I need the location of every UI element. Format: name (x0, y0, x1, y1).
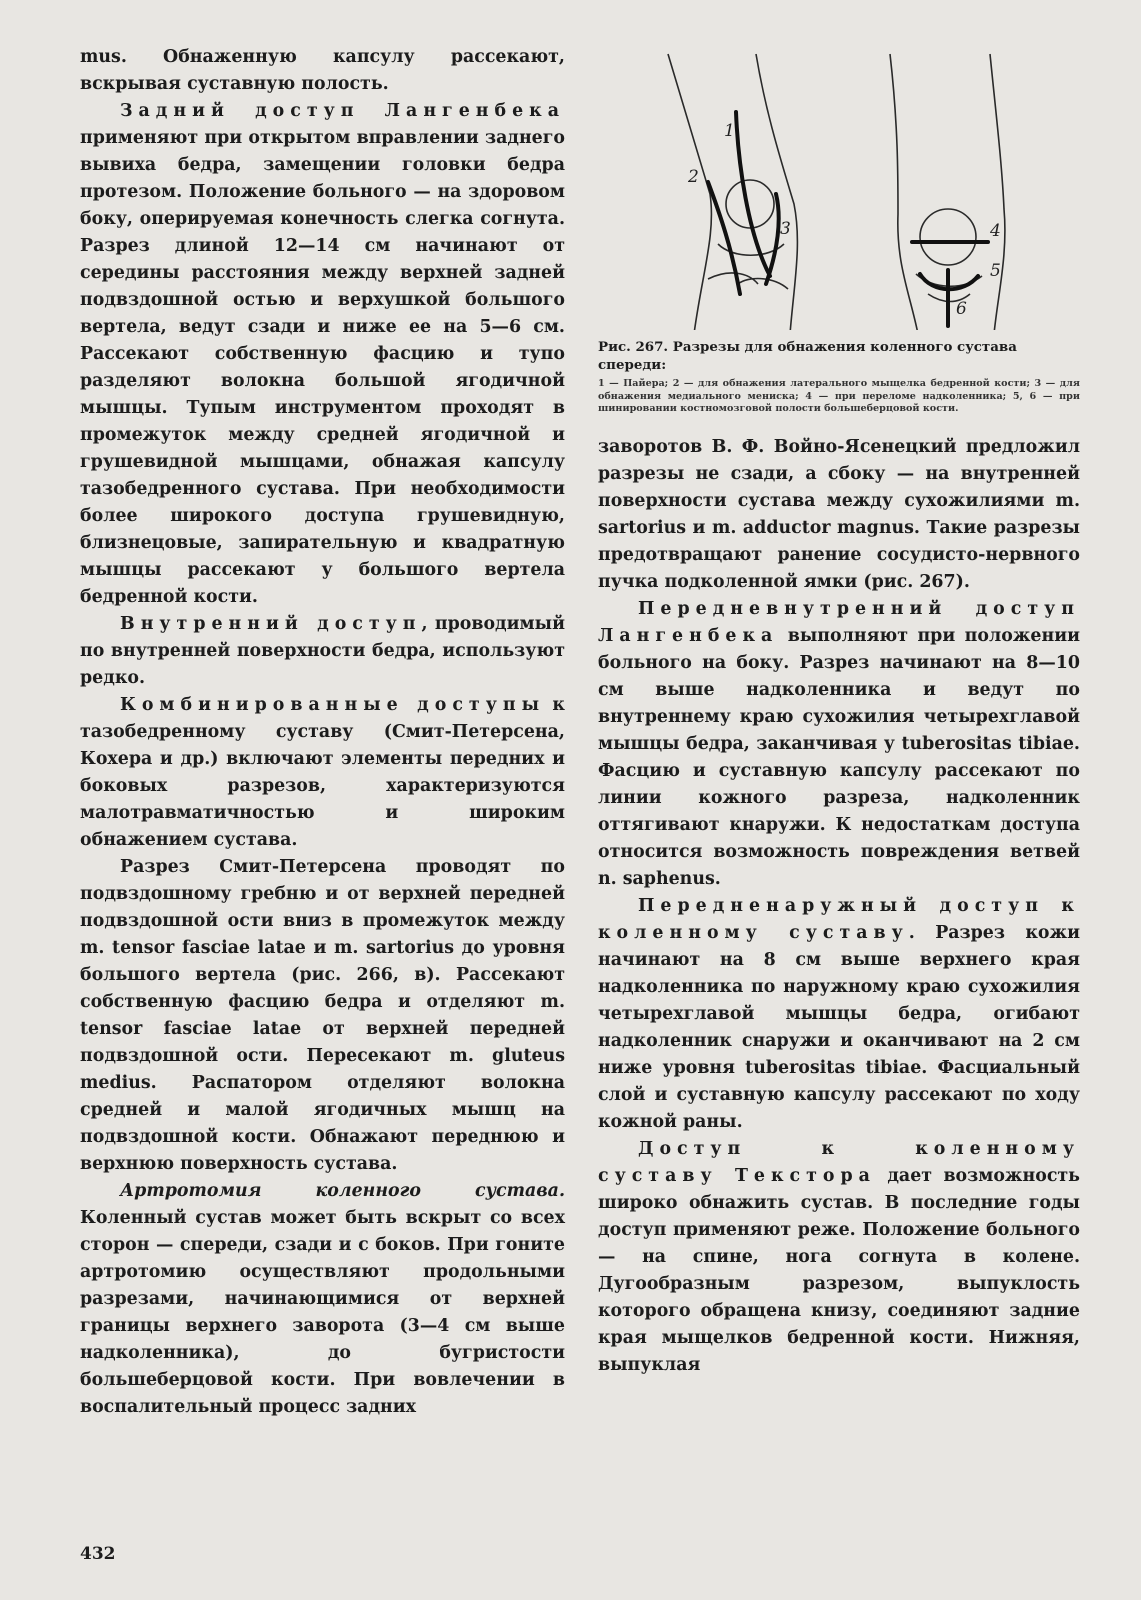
spaced-heading: Передненаружный доступ к коленному суставу (598, 895, 1080, 943)
knee-illustration (598, 44, 1080, 330)
paragraph: Передненаружный доступ к коленному суставу. Разрез кожи начинают на 8 см выше верхнего края надколенника по наружному краю сухожилия четырехглавой мышцы бедра, огибают надколенник снаружи и оканчивают на 2 см ниже уровня tuberositas tibiae. Фасциальный слой и суставную капсулу рассекают по ходу кожной раны. (598, 895, 1080, 1132)
paragraph: Внутренний доступ, проводимый по внутренней поверхности бедра, используют редко. (80, 614, 565, 688)
figure-label: 3 (780, 219, 791, 239)
paragraph: заворотов В. Ф. Войно-Ясенецкий предложил разрезы не сзади, а сбоку — на внутренней поверхности сустава между сухожилиями m. sartorius и m. adductor magnus. Такие разрезы предотвращают ранение сосудисто-нервного пучка подколенной ямки (рис. 267). (598, 436, 1080, 592)
figure-label: 2 (688, 167, 699, 187)
spaced-heading: Задний доступ Лангенбека (120, 101, 565, 121)
figure-label: 1 (724, 121, 735, 141)
figure-label: 6 (956, 299, 967, 319)
paragraph: Задний доступ Лангенбека применяют при открытом вправлении заднего вывиха бедра, замещении головки бедра протезом. Положение больного — на здоровом боку, оперируемая конечность слегка согнута. Разрез длиной 12—14 см начинают от середины расстояния между верхней задней подвздошной остью и верхушкой большого вертела, ведут сзади и ниже ее на 5—6 см. Рассекают собственную фасцию и тупо разделяют волокна большой ягодичной мышцы. Тупым инструментом проходят в промежуток между средней ягодичной и грушевидной мышцами, обнажая капсулу тазобедренного сустава. При необходимости более широкого доступа грушевидную, близнецовые, запирательную и квадратную мышцы рассекают у большого вертела бедренной кости. (80, 101, 565, 607)
figure-caption-body: 1 — Пайера; 2 — для обнажения латерального мыщелка бедренной кости; 3 — для обнажения медиального мениска; 4 — при переломе надколенника; 5, 6 — при шинировании костномозговой полости большеберцовой кости. (598, 378, 1080, 414)
figure-caption-title: Рис. 267. Разрезы для обнажения коленного сустава спереди: (598, 339, 1017, 373)
knee-incisions-figure (598, 44, 1080, 330)
right-column (598, 44, 1080, 1379)
paragraph: Передневнутренний доступ Лангенбека выполняют при положении больного на боку. Разрез начинают на 8—10 см выше надколенника и ведут по внутреннему краю сухожилия четырехглавой мышцы бедра, заканчивая у tuberositas tibiae. Фасцию и суставную капсулу рассекают по линии кожного разреза, надколенник оттягивают кнаружи. К недостаткам доступа относится возможность повреждения ветвей n. saphenus. (598, 598, 1080, 889)
paragraph: Артротомия коленного сустава. Коленный сустав может быть вскрыт со всех сторон — спереди, сзади и с боков. При гоните артротомию осуществляют продольными разрезами, начинающимися от верхней границы верхнего заворота (3—4 см выше надколенника), до бугристости большеберцовой кости. При вовлечении в воспалительный процесс задних (80, 1181, 565, 1417)
italic-heading: Артротомия коленного сустава. (120, 1181, 565, 1201)
spaced-heading: Внутренний доступ (120, 614, 422, 634)
paragraph: mus. Обнаженную капсулу рассекают, вскрывая суставную полость. (80, 47, 565, 94)
figure-label: 4 (990, 221, 1001, 241)
paragraph: Доступ к коленному суставу Текстора дает возможность широко обнажить сустав. В последние годы доступ применяют реже. Положение больного — на спине, нога согнута в колене. Дугообразным разрезом, выпуклость которого обращена книзу, соединяют задние края мыщелков бедренной кости. Нижняя, выпуклая (598, 1138, 1080, 1375)
spaced-heading: Комбинированные доступы (120, 695, 545, 715)
spaced-heading: Передневнутренний доступ Лангенбека (598, 598, 1080, 646)
page-number: 432 (80, 1544, 116, 1564)
figure-label: 5 (990, 261, 1001, 281)
paragraph: Комбинированные доступы к тазобедренному суставу (Смит-Петерсена, Кохера и др.) включают элементы передних и боковых разрезов, характеризуются малотравматичностью и широким обнажением сустава. (80, 695, 565, 850)
left-column (80, 44, 565, 1421)
spaced-heading: Доступ к коленному суставу Текстора (598, 1138, 1080, 1186)
paragraph: Разрез Смит-Петерсена проводят по подвздошному гребню и от верхней передней подвздошной ости вниз в промежуток между m. tensor fasciae latae и m. sartorius до уровня большого вертела (рис. 266, в). Рассекают собственную фасцию бедра и отделяют m. tensor fasciae latae от верхней передней подвздошной ости. Пересекают m. gluteus medius. Распатором отделяют волокна средней и малой ягодичных мышц на подвздошной кости. Обнажают переднюю и верхнюю поверхность сустава. (80, 857, 565, 1174)
